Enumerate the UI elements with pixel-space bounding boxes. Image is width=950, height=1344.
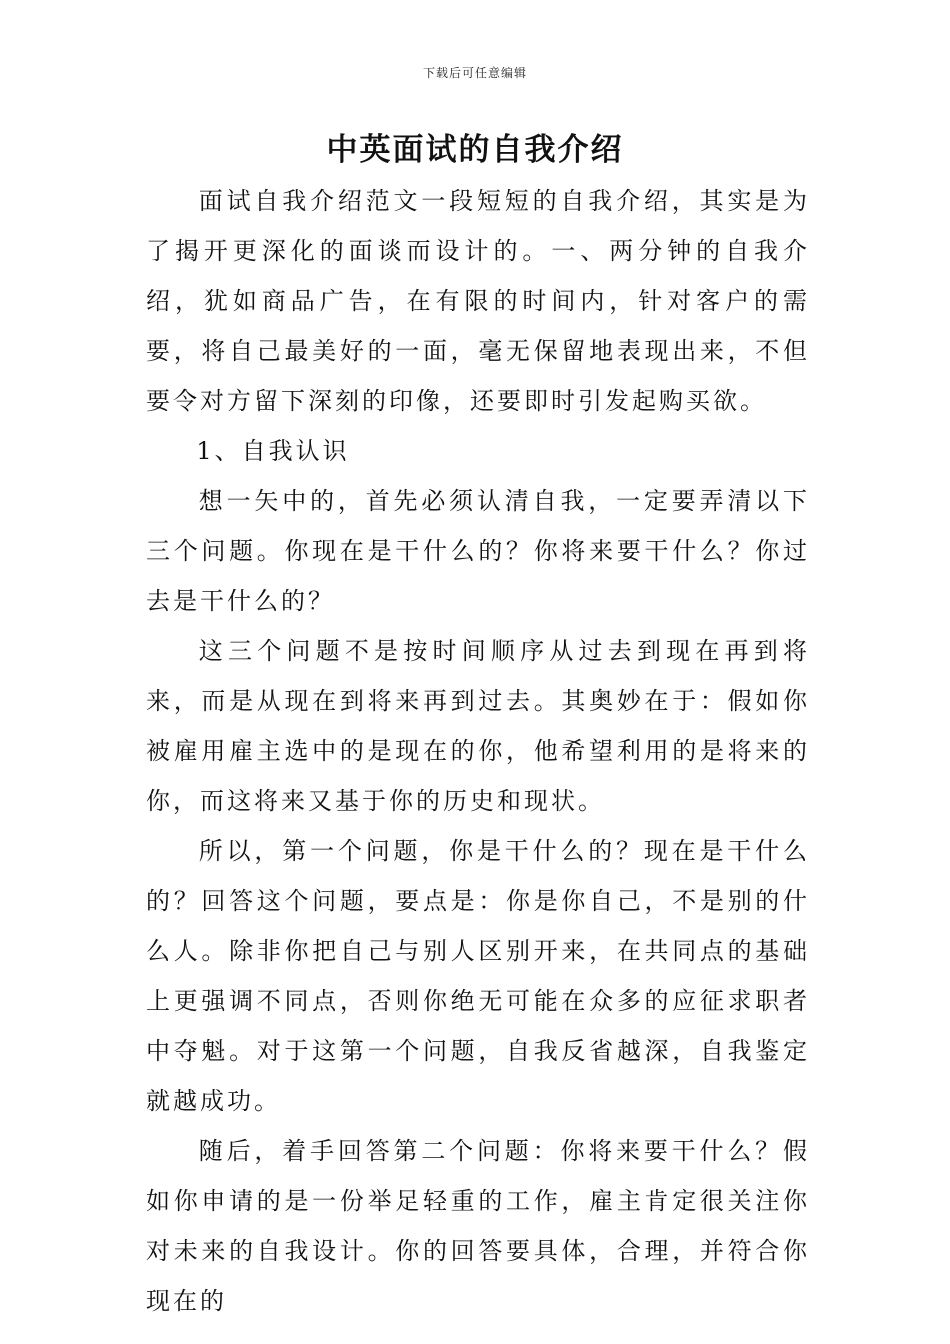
section-heading-self-awareness: 1、自我认识 (196, 437, 350, 465)
document-title: 中英面试的自我介绍 (326, 132, 624, 168)
paragraph-first-question: 所以，第一个问题，你是干什么的？现在是干什么的？回答这个问题，要点是：你是你自己，不是别的什么人。除非你把自己与别人区别开来，在共同点的基础上更强调不同点，否则你绝无可能在众多的应征求职者中夺魁。对于这第一个问题，自我反省越深，自我鉴定就越成功。 (146, 837, 810, 1115)
paragraph-second-question: 随后，着手回答第二个问题：你将来要干什么？假如你申请的是一份举足轻重的工作，雇主肯定很关注你对未来的自我设计。你的回答要具体，合理，并符合你现在的 (146, 1137, 810, 1315)
page-header-note: 下载后可任意编辑 (422, 66, 527, 80)
document-body (146, 176, 810, 1326)
paragraph-intro: 面试自我介绍范文一段短短的自我介绍，其实是为了揭开更深化的面谈而设计的。一、两分钟的自我介绍，犹如商品广告，在有限的时间内，针对客户的需要，将自己最美好的一面，毫无保留地表现出来，不但要令对方留下深刻的印像，还要即时引发起购买欲。 (146, 187, 810, 415)
paragraph-question-order: 这三个问题不是按时间顺序从过去到现在再到将来，而是从现在到将来再到过去。其奥妙在于：假如你被雇用雇主选中的是现在的你，他希望利用的是将来的你，而这将来又基于你的历史和现状。 (146, 637, 810, 815)
paragraph-three-questions: 想一矢中的，首先必须认清自我，一定要弄清以下三个问题。你现在是干什么的？你将来要干什么？你过去是干什么的？ (146, 487, 810, 615)
